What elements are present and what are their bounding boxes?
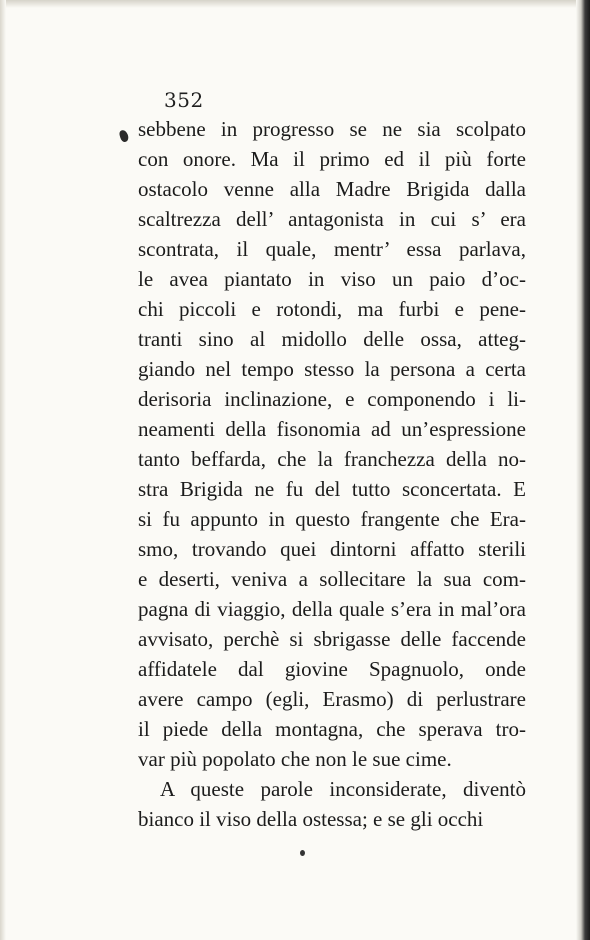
text-line-2: con onore. Ma il primo ed il più forte: [138, 147, 526, 171]
body-text: [138, 114, 526, 834]
text-line-6: le avea piantato in viso un paio d’oc-: [138, 267, 526, 291]
ink-blot-mark: [119, 129, 130, 143]
text-line-1: sebbene in progresso se ne sia scolpato: [138, 117, 526, 141]
text-line-11: neamenti della fisonomia ad un’espressione: [138, 417, 526, 441]
text-line-10: derisoria inclinazione, e componendo i li-: [138, 387, 526, 411]
text-line-18: avvisato, perchè si sbrigasse delle faccende: [138, 627, 526, 651]
text-line-14: si fu appunto in questo frangente che Era-: [138, 507, 526, 531]
text-line-22: var più popolato che non le sue cime.: [138, 747, 452, 771]
text-line-5: scontrata, il quale, mentr’ essa parlava,: [138, 237, 526, 261]
text-line-7: chi piccoli e rotondi, ma furbi e pene-: [138, 297, 526, 321]
text-line-24: bianco il viso della ostessa; e se gli occhi: [138, 807, 484, 831]
text-line-12: tanto beffarda, che la franchezza della no-: [138, 447, 526, 471]
text-line-9: giando nel tempo stesso la persona a certa: [138, 357, 526, 381]
text-line-21: il piede della montagna, che sperava tro-: [138, 717, 526, 741]
page-top-edge: [0, 0, 590, 8]
text-line-16: e deserti, veniva a sollecitare la sua com-: [138, 567, 526, 591]
text-line-8: tranti sino al midollo delle ossa, atteg-: [138, 327, 526, 351]
text-line-23: A queste parole inconsiderate, diventò: [160, 777, 526, 801]
text-line-19: affidatele dal giovine Spagnuolo, onde: [138, 657, 526, 681]
text-line-13: stra Brigida ne fu del tutto sconcertata. E: [138, 477, 526, 501]
page-binding-shadow: [576, 0, 590, 940]
ink-speck: [300, 850, 305, 856]
page-number: 352: [164, 88, 204, 112]
text-line-20: avere campo (egli, Erasmo) di perlustrare: [138, 687, 526, 711]
page-left-edge: [0, 0, 6, 940]
text-line-15: smo, trovando quei dintorni affatto sterili: [138, 537, 526, 561]
text-line-4: scaltrezza dell’ antagonista in cui s’ era: [138, 207, 526, 231]
text-line-3: ostacolo venne alla Madre Brigida dalla: [138, 177, 526, 201]
text-line-17: pagna di viaggio, della quale s’era in mal’ora: [138, 597, 526, 621]
